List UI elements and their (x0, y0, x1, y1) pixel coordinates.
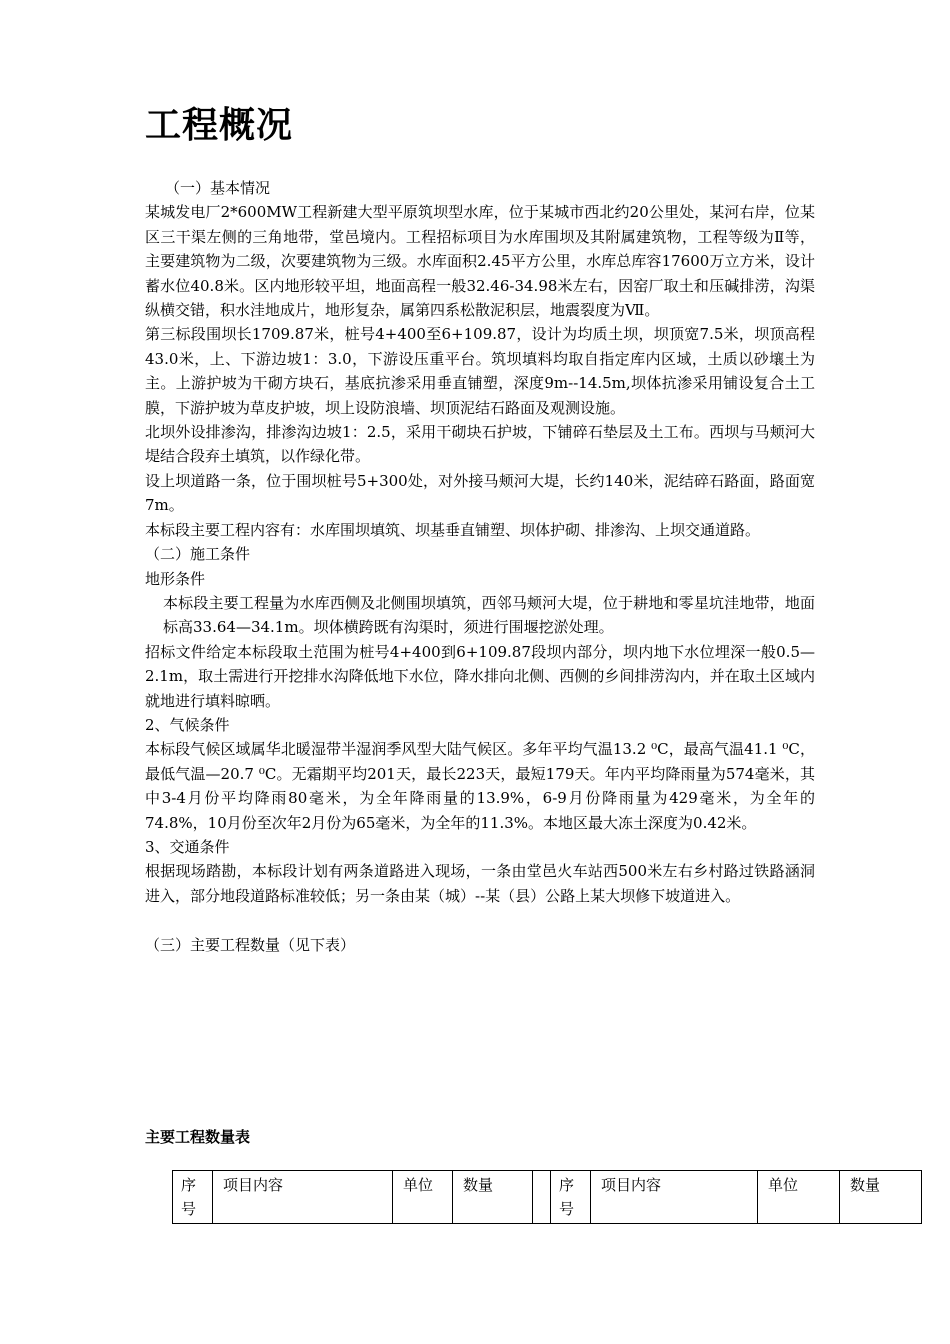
header-cell-item: 项目内容 (213, 1171, 393, 1224)
subheading-climate: 2、气候条件 (145, 715, 230, 734)
header-cell-index: 序号 (173, 1171, 213, 1224)
header-cell-item: 项目内容 (591, 1171, 758, 1224)
document-body (145, 176, 815, 957)
paragraph: 设上坝道路一条，位于围坝桩号5+300处，对外接马颊河大堤，长约140米，泥结碎石路面，路面宽7m。 (145, 471, 815, 515)
paragraph: 某城发电厂2*600MW工程新建大型平原筑坝型水库，位于某城市西北约20公里处，某河右岸，位某区三干渠左侧的三角地带，堂邑境内。工程招标项目为水库围坝及其附属建筑物，工程等级为Ⅱ等，主要建筑物为二级，次要建筑物为三级。水库面积2.45平方公里，水库总库容17600万立方米，设计蓄水位40.8米。区内地形较平坦，地面高程一般32.46-34.98米左右，因窑厂取土和压碱排涝，沟渠纵横交错，积水洼地成片，地形复杂，属第四系松散泥积层，地震裂度为Ⅶ。 (145, 203, 815, 320)
paragraph: 本标段气候区域属华北暖湿带半湿润季风型大陆气候区。多年平均气温13.2 ⁰C，最高气温41.1 ⁰C，最低气温—20.7 ⁰C。无霜期平均201天，最长223天，最短179天。年内平均降雨量为574毫米，其中3-4月份平均降雨80毫米，为全年降雨量的13.9%，6-9月份降雨量为429毫米，为全年的74.8%，10月份至次年2月份为65毫米，为全年的11.3%。本地区最大冻土深度为0.42米。 (145, 740, 815, 832)
paragraph: 本标段主要工程量为水库西侧及北侧围坝填筑，西邻马颊河大堤，位于耕地和零星坑洼地带，地面标高33.64—34.1m。坝体横跨既有沟渠时，须进行围堰挖淤处理。 (163, 593, 815, 637)
quantity-table (172, 1170, 922, 1224)
subheading-terrain: 地形条件 (145, 569, 206, 588)
document-title: 工程概况 (145, 105, 294, 146)
section-heading-basic: （一）基本情况 (165, 179, 271, 197)
paragraph: 本标段主要工程内容有：水库围坝填筑、坝基垂直铺塑、坝体护砌、排渗沟、上坝交通道路。 (145, 520, 761, 539)
header-cell-spacer (533, 1171, 551, 1224)
table-header-row (173, 1171, 922, 1224)
paragraph: 第三标段围坝长1709.87米，桩号4+400至6+109.87，设计为均质土坝，坝顶宽7.5米，坝顶高程43.0米，上、下游边坡1：3.0，下游设压重平台。筑坝填料均取自指定库内区域，土质以砂壤土为主。上游护坡为干砌方块石，基底抗渗采用垂直铺塑，深度9m--14.5m,坝体抗渗采用铺设复合土工膜，下游护坡为草皮护坡，坝上设防浪墙、坝顶泥结石路面及观测设施。 (145, 325, 815, 417)
header-cell-index: 序号 (551, 1171, 591, 1224)
header-cell-quantity: 数量 (840, 1171, 922, 1224)
paragraph: 根据现场踏勘，本标段计划有两条道路进入现场，一条由堂邑火车站西500米左右乡村路过铁路涵洞进入，部分地段道路标准较低；另一条由某（城）--某（县）公路上某大坝修下坡道进入。 (145, 862, 815, 905)
section-heading-quantities: （三）主要工程数量（见下表） (145, 935, 356, 954)
header-cell-unit: 单位 (758, 1171, 840, 1224)
subheading-traffic: 3、交通条件 (145, 837, 230, 856)
blank-line (145, 908, 815, 932)
header-cell-quantity: 数量 (453, 1171, 533, 1224)
paragraph: 招标文件给定本标段取土范围为桩号4+400到6+109.87段坝内部分，坝内地下水位埋深一般0.5—2.1m，取土需进行开挖排水沟降低地下水位，降水排向北侧、西侧的乡间排涝沟内，并在取土区域内就地进行填料晾晒。 (145, 642, 815, 710)
table-title: 主要工程数量表 (145, 1128, 251, 1146)
paragraph: 北坝外设排渗沟，排渗沟边坡1：2.5，采用干砌块石护坡，下铺碎石垫层及土工布。西坝与马颊河大堤结合段弃土填筑，以作绿化带。 (145, 423, 815, 466)
header-cell-unit: 单位 (393, 1171, 453, 1224)
section-heading-conditions: （二）施工条件 (145, 545, 251, 564)
